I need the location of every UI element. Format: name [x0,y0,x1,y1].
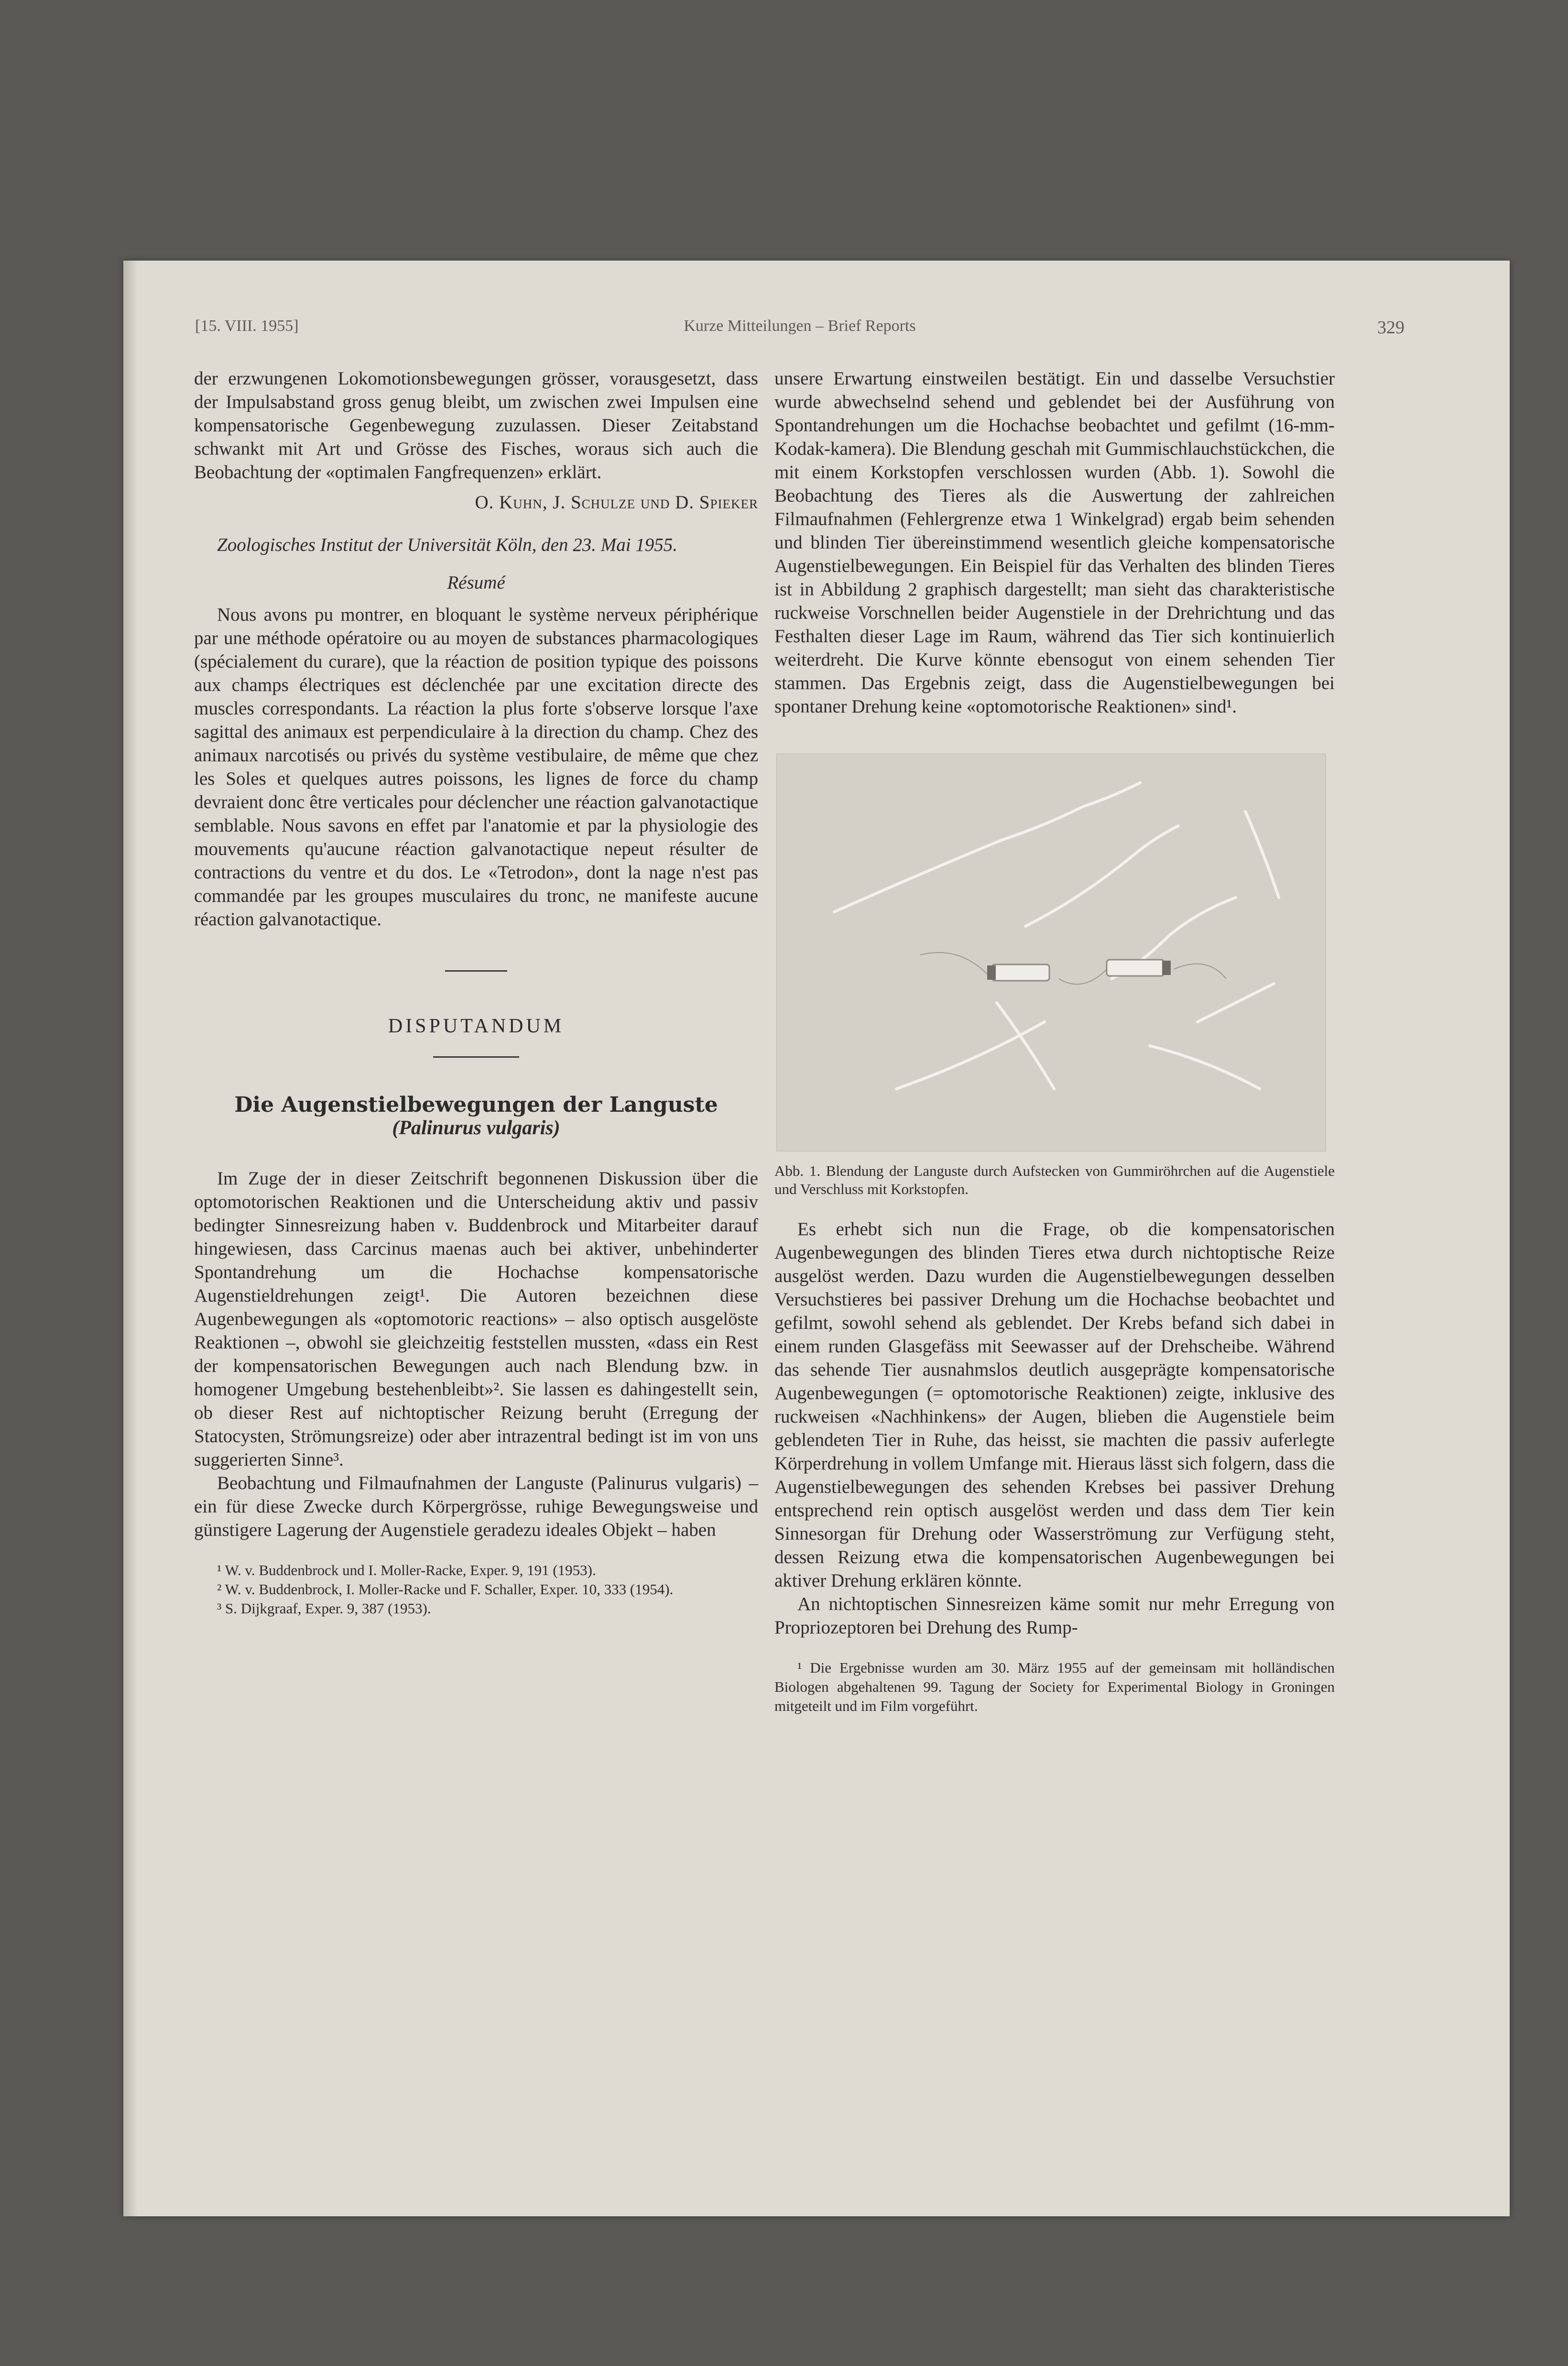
intro-paragraph: der erzwungenen Lokomotionsbewegungen grösser, vorausgesetzt, dass der Impulsabstand gross genug bleibt, um zwischen zwei Impulsen eine kompensatorische Gegenbewegung zuzulassen. Dieser Zeitabstand schwankt mit Art und Grösse des Fisches, woraus sich auch die Beobachtung der «optimalen Fangfrequenzen» erklärt. [194,368,758,482]
right-column [774,367,1335,1716]
figure-caption: Abb. 1. Blendung der Languste durch Aufstecken von Gummiröhrchen auf die Augenstiele und Verschluss mit Korkstopfen. [774,1162,1335,1197]
footnote: ² W. v. Buddenbrock, I. Moller-Racke und F. Schaller, Exper. 10, 333 (1954). [217,1581,674,1598]
author-line: O. Kuhn, J. Schulze und D. Spieker [475,492,758,513]
article-paragraph: Beobachtung und Filmaufnahmen der Languste (Palinurus vulgaris) – ein für diese Zwecke durch Körpergrösse, ruhige Bewegungsweise und günstigere Lagerung der Augenstiele geradezu ideales Objekt – haben [194,1473,758,1540]
footnote: ¹ Die Ergebnisse wurden am 30. März 1955 auf der gemeinsam mit holländischen Biologen abgehaltenen 99. Tagung der Society for Experimental Biology in Groningen mitgeteilt und im Film vorgeführt. [774,1659,1335,1714]
page-number: 329 [1377,318,1405,338]
section-title: Kurze Mitteilungen – Brief Reports [684,317,916,335]
footnote: ¹ W. v. Buddenbrock und I. Moller-Racke, Exper. 9, 191 (1953). [217,1562,596,1578]
article-subtitle: (Palinurus vulgaris) [392,1117,560,1139]
languste-photo-illustration [777,754,1326,1151]
footnotes [774,1658,1335,1716]
article-paragraph: Im Zuge der in dieser Zeitschrift begonnenen Diskussion über die optomotorischen Reaktionen und die Unterscheidung aktiv und passiv bedingter Sinnesreizung haben v. Buddenbrock und Mitarbeiter darauf hingewiesen, dass Carcinus maenas auch bei aktiver, unbehinderter Spontandrehung um die Hochachse kompensatorische Augenstieldrehungen zeigt¹. Die Autoren bezeichnen diese Augenbewegungen als «optomotoric reactions» – also optisch ausgelöste Reaktionen –, obwohl sie gleichzeitig feststellen mussten, «dass ein Rest der kompensatorischen Bewegungen auch nach Blendung bzw. in homogener Umgebung bestehenbleibt»². Sie lassen es dahingestellt sein, ob dieser Rest auf nichtoptischer Reizung beruht (Erregung der Statocysten, Strömungsreize) oder aber intrazentral bedingt ist im von uns suggerierten Sinne³. [194,1168,758,1470]
section-label-rule [433,1056,519,1058]
article-title: Die Augenstielbewegungen der Languste [234,1093,718,1117]
figure-1-photo [776,754,1326,1151]
issue-date: [15. VIII. 1955] [195,317,299,335]
footnote: ³ S. Dijkgraaf, Exper. 9, 387 (1953). [217,1600,431,1617]
section-label: DISPUTANDUM [388,1015,565,1037]
resume-text: Nous avons pu montrer, en bloquant le système nerveux périphérique par une méthode opératoire ou au moyen de substances pharmacologiques (spécialement du curare), que la réaction de position typique des poissons aux champs électriques est déclenchée par une excitation directe des muscles correspondants. La réaction la plus forte s'observe lorsque l'axe sagittal des animaux est perpendiculaire à la direction du champ. Chez des animaux narcotisés ou privés du système vestibulaire, de même que chez les Soles et quelques autres poissons, les lignes de force du champ devraient donc être verticales pour déclencher une réaction galvanotactique semblable. Nous savons en effet par l'anatomie et par la physiologie des mouvements qu'aucune réaction galvanotactique nepeut résulter de contractions du ventre et du dos. Le «Tetrodon», dont la nage n'est pas commandée par les groupes musculaires du tronc, ne manifeste aucune réaction galvanotactique. [194,604,758,930]
article-paragraph: unsere Erwartung einstweilen bestätigt. Ein und dasselbe Versuchstier wurde abwechselnd sehend und geblendet bei der Ausführung von Spontandrehungen um die Hochachse beobachtet und gefilmt (16-mm-Kodak-kamera). Die Blendung geschah mit Gummischlauchstückchen, die mit einem Korkstopfen verschlossen wurden (Abb. 1). Sowohl die Beobachtung des Tieres als die Auswertung der zahlreichen Filmaufnahmen (Fehlergrenze etwa 1 Winkelgrad) ergab beim sehenden und blinden Tier übereinstimmend wesentlich gleiche kompensatorische Augenstielbewegungen. Ein Beispiel für das Verhalten des blinden Tieres ist in Abbildung 2 graphisch dargestellt; man sieht das charakteristische ruckweise Vorschnellen beider Augenstiele in der Drehrichtung und das Festhalten dieser Lage im Raum, während das Tier sich kontinuierlich weiterdreht. Die Kurve könnte ebensogut von einem sehenden Tier stammen. Das Ergebnis zeigt, dass die Augenstielbewegungen bei spontaner Drehung keine «optomotorische Reaktionen» sind¹. [774,368,1335,717]
article-paragraph: Es erhebt sich nun die Frage, ob die kompensatorischen Augenbewegungen des blinden Tieres etwa durch nichtoptische Reize ausgelöst werden. Dazu wurden die Augenstielbewegungen desselben Versuchstieres bei passiver Drehung um die Hochachse beobachtet und gefilmt, sowohl sehend als geblendet. Der Krebs befand sich dabei in einem runden Glasgefäss mit Seewasser auf der Drehscheibe. Während das sehende Tier ausnahmslos deutlich ausgeprägte kompensatorische Augenbewegungen (= optomotorische Reaktionen) zeigte, inklusive des ruckweisen «Nachhinkens» der Augen, blieben die Augenstiele beim geblendeten Tier in Ruhe, das heisst, sie machten die passiv auferlegte Körperdrehung in vollem Umfange mit. Hieraus lässt sich folgern, dass die Augenstielbewegungen des sehenden Krebses bei passiver Drehung entsprechend rein optisch ausgelöst werden und dass dem Tier kein Sinnesorgan für Drehung oder Wasserströmung zur Verfügung steht, dessen Reizung etwa die kompensatorischen Augenbewegungen bei aktiver Drehung erklären könnte. [774,1219,1335,1591]
article-paragraph: An nichtoptischen Sinnesreizen käme somit nur mehr Erregung von Propriozeptoren bei Drehung des Rump- [774,1594,1335,1638]
footnotes [194,1561,758,1618]
left-column [194,367,758,1618]
journal-page [123,261,1510,2216]
institute-line: Zoologisches Institut der Universität Köln, den 23. Mai 1955. [217,535,678,555]
resume-heading: Résumé [447,572,505,593]
section-divider [445,970,507,972]
